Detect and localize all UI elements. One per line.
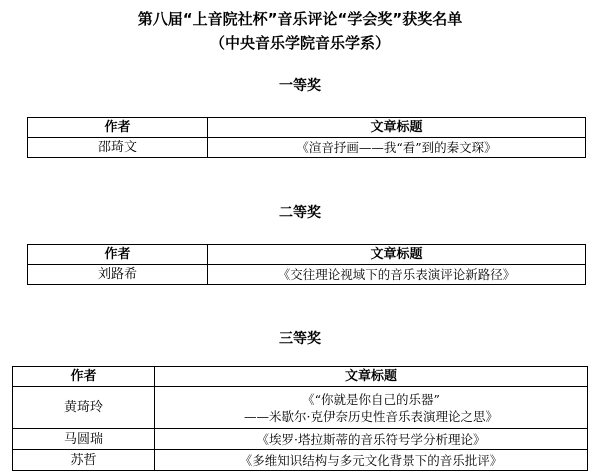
author-cell: 刘路希 [28, 265, 208, 285]
author-cell: 黄琦玲 [13, 387, 155, 429]
article-header: 文章标题 [208, 245, 586, 265]
table-row [28, 138, 586, 158]
third-prize-table [12, 366, 588, 471]
table-row [28, 265, 586, 285]
document-title-line2: （中央音乐学院音乐学系） [209, 34, 390, 52]
article-header: 文章标题 [208, 118, 586, 138]
table-header-row [28, 245, 586, 265]
table-row [13, 450, 588, 471]
table-header-row [13, 367, 588, 387]
third-prize-heading: 三等奖 [279, 331, 321, 347]
author-cell: 邵琦文 [28, 138, 208, 158]
article-title-line1: 《“你就是你自己的乐器” [302, 391, 440, 407]
article-title-line2: ——米歇尔·克伊奈历史性音乐表演理论之思》 [244, 408, 498, 424]
article-title-cell: 《渲音抒画——我“看”到的秦文琛》 [208, 138, 586, 158]
table-header-row [28, 118, 586, 138]
author-header: 作者 [28, 118, 208, 138]
article-header: 文章标题 [155, 367, 588, 387]
first-prize-heading: 一等奖 [279, 78, 321, 94]
article-title-cell: 《交往理论视域下的音乐表演评论新路径》 [208, 265, 586, 285]
article-title-cell: 《多维知识结构与多元文化背景下的音乐批评》 [155, 450, 588, 471]
table-row [13, 429, 588, 450]
first-prize-table [27, 117, 586, 158]
second-prize-heading: 二等奖 [279, 205, 321, 221]
author-cell: 马圆瑞 [13, 429, 155, 450]
table-row [13, 387, 588, 429]
article-title-cell: 《埃罗·塔拉斯蒂的音乐符号学分析理论》 [155, 429, 588, 450]
author-header: 作者 [13, 367, 155, 387]
document-title-line1: 第八届“上音院社杯”音乐评论“学会奖”获奖名单 [137, 10, 463, 28]
article-title-cell [155, 387, 588, 429]
author-cell: 苏哲 [13, 450, 155, 471]
second-prize-table [27, 244, 586, 285]
author-header: 作者 [28, 245, 208, 265]
